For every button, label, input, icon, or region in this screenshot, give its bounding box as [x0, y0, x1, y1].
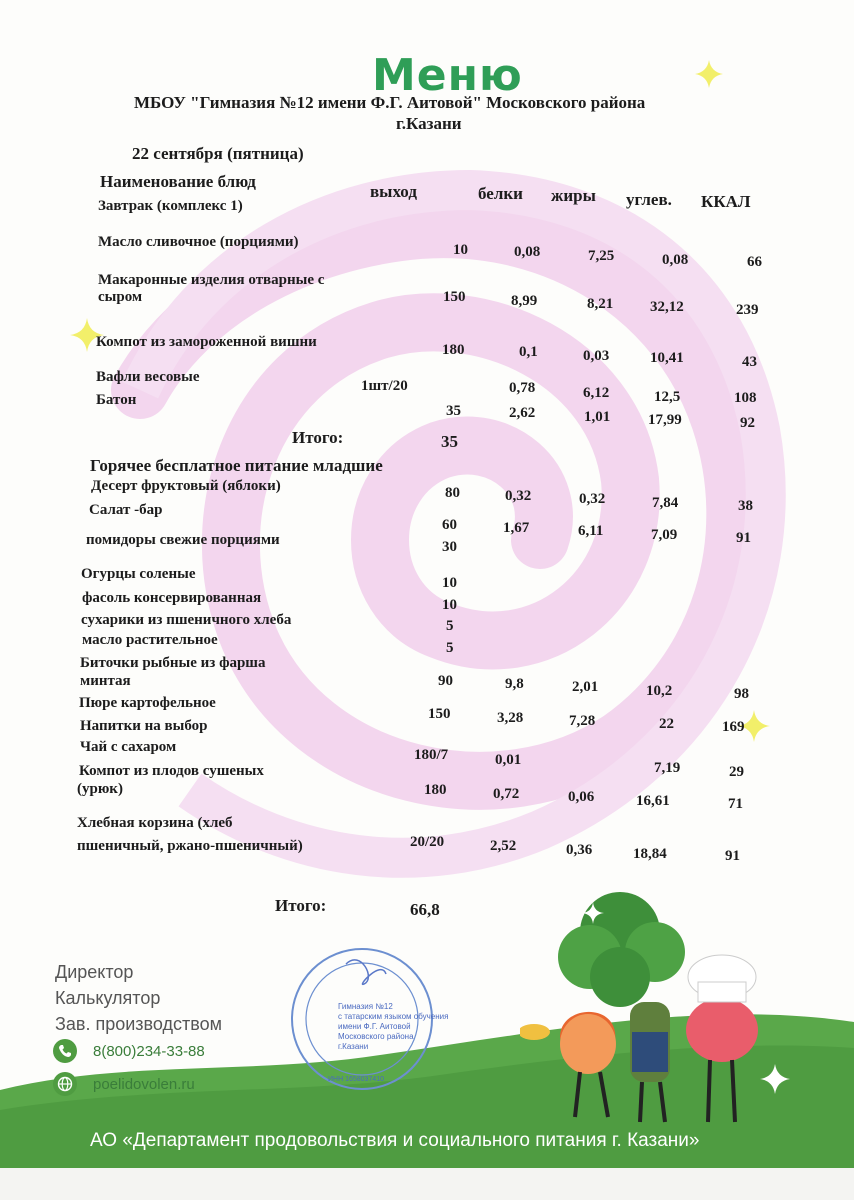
- dish-fats: 7,25: [588, 248, 615, 264]
- dish-name: сухарики из пшеничного хлеба: [81, 612, 292, 628]
- dish-proteins: 2,62: [509, 405, 536, 421]
- dish-output: 180: [442, 342, 465, 358]
- dish-kcal: 91: [725, 848, 740, 864]
- dish-name: Макаронные изделия отварные с: [98, 272, 325, 288]
- dish-kcal: 169: [722, 719, 745, 735]
- dish-carbs: 12,5: [654, 389, 681, 405]
- column-output: выход: [370, 182, 417, 201]
- dish-fats: 1,01: [584, 409, 611, 425]
- dish-carbs: 7,19: [654, 760, 681, 776]
- dish-name: Биточки рыбные из фарша: [80, 655, 266, 671]
- phone-contact[interactable]: [53, 1039, 205, 1063]
- lunch-total-label: Итого:: [275, 896, 327, 915]
- dish-kcal: 29: [729, 764, 744, 780]
- dish-name: Пюре картофельное: [79, 695, 216, 711]
- dish-output: 30: [442, 539, 457, 555]
- column-fats: жиры: [551, 186, 596, 205]
- role-director: Директор: [55, 962, 134, 982]
- dish-name: помидоры свежие порциями: [86, 532, 280, 548]
- dish-output: 60: [442, 517, 457, 533]
- stamp-line: имени Ф.Г. Аитовой: [338, 1022, 411, 1031]
- column-carbs: углев.: [626, 190, 672, 209]
- stamp-inn: ИНН 1658037410: [328, 1076, 385, 1083]
- dish-output: 5: [446, 618, 454, 634]
- dish-fats: 0,36: [566, 842, 593, 858]
- dish-proteins: 0,01: [495, 752, 522, 768]
- dish-kcal: 91: [736, 530, 751, 546]
- website-url: poelidovolen.ru: [93, 1075, 195, 1093]
- breakfast-total-value: 35: [441, 432, 458, 451]
- dish-output: 35: [446, 403, 461, 419]
- dish-carbs: 18,84: [633, 846, 667, 862]
- dish-output: 150: [443, 289, 466, 305]
- dish-proteins: 0,78: [509, 380, 536, 396]
- stamp-line: Московского района: [338, 1032, 414, 1041]
- dish-kcal: 239: [736, 302, 759, 318]
- dish-proteins: 0,32: [505, 488, 532, 504]
- breakfast-title: Завтрак (комплекс 1): [98, 198, 243, 214]
- dish-output: 10: [453, 242, 468, 258]
- dish-output: 90: [438, 673, 453, 689]
- dish-output: 10: [442, 575, 457, 591]
- dish-carbs: 7,09: [651, 527, 678, 543]
- dish-fats: 0,06: [568, 789, 595, 805]
- dish-name: Масло сливочное (порциями): [98, 234, 299, 250]
- dish-kcal: 98: [734, 686, 749, 702]
- dish-output: 10: [442, 597, 457, 613]
- menu-date: 22 сентября (пятница): [132, 144, 304, 163]
- dish-name: Напитки на выбор: [80, 718, 208, 734]
- dish-proteins: 2,52: [490, 838, 517, 854]
- dish-name: Десерт фруктовый (яблоки): [91, 478, 281, 494]
- website-link[interactable]: [53, 1072, 195, 1096]
- dish-carbs: 10,2: [646, 683, 673, 699]
- dish-fats: 6,11: [578, 523, 604, 539]
- dish-name: Салат -бар: [89, 502, 163, 518]
- dish-fats: 7,28: [569, 713, 596, 729]
- lunch-title: Горячее бесплатное питание младшие: [90, 456, 383, 475]
- dish-proteins: 8,99: [511, 293, 538, 309]
- dish-name: Компот из замороженной вишни: [96, 334, 317, 350]
- dish-carbs: 7,84: [652, 495, 679, 511]
- dish-fats: 6,12: [583, 385, 610, 401]
- lunch-total-value: 66,8: [410, 900, 440, 919]
- dish-kcal: 71: [728, 796, 743, 812]
- dish-proteins: 1,67: [503, 520, 530, 536]
- dish-output: 180: [424, 782, 447, 798]
- dish-name: Огурцы соленые: [81, 566, 196, 582]
- stamp-line: г.Казани: [338, 1042, 369, 1051]
- dish-fats: 0,03: [583, 348, 610, 364]
- dish-name-cont: сыром: [98, 289, 143, 305]
- phone-number: 8(800)234-33-88: [93, 1042, 205, 1060]
- column-proteins: белки: [478, 184, 523, 203]
- dish-proteins: 9,8: [505, 676, 524, 692]
- dish-fats: 0,32: [579, 491, 606, 507]
- dish-fats: 2,01: [572, 679, 599, 695]
- dish-kcal: 43: [742, 354, 757, 370]
- dish-output: 20/20: [410, 834, 445, 850]
- role-calculator: Калькулятор: [55, 988, 161, 1008]
- dish-name-cont: минтая: [80, 673, 131, 689]
- dish-carbs: 16,61: [636, 793, 670, 809]
- menu-logo: Меню: [372, 50, 523, 101]
- dish-name: Компот из плодов сушеных: [79, 763, 264, 779]
- dish-proteins: 0,08: [514, 244, 541, 260]
- dish-name: фасоль консервированная: [82, 590, 262, 606]
- dish-name-cont: (урюк): [77, 781, 123, 797]
- dish-output: 180/7: [414, 747, 449, 763]
- column-name: Наименование блюд: [100, 172, 256, 191]
- star-icon: [695, 60, 723, 88]
- dish-carbs: 10,41: [650, 350, 684, 366]
- dish-name: Вафли весовые: [96, 369, 200, 385]
- sparkle-icon: [760, 1064, 790, 1094]
- phone-icon: [53, 1039, 77, 1063]
- role-production-head: Зав. производством: [55, 1014, 222, 1034]
- stamp-text: [338, 1002, 448, 1052]
- dish-carbs: 32,12: [650, 299, 684, 315]
- globe-icon: [53, 1072, 77, 1096]
- vegetable-mascots-illustration: [520, 882, 800, 1132]
- dish-kcal: 108: [734, 390, 757, 406]
- dish-name: Хлебная корзина (хлеб: [77, 815, 233, 831]
- column-kcal: ККАЛ: [701, 192, 751, 211]
- dish-output: 80: [445, 485, 460, 501]
- dish-output: 150: [428, 706, 451, 722]
- sparkle-icon: [582, 902, 604, 924]
- dish-proteins: 0,72: [493, 786, 520, 802]
- dish-kcal: 92: [740, 415, 755, 431]
- dish-name: Чай с сахаром: [80, 739, 177, 755]
- stamp-line: Гимназия №12: [338, 1002, 393, 1011]
- dish-proteins: 3,28: [497, 710, 524, 726]
- dish-proteins: 0,1: [519, 344, 538, 360]
- dish-kcal: 38: [738, 498, 753, 514]
- dish-carbs: 22: [659, 716, 674, 732]
- breakfast-total-label: Итого:: [292, 428, 344, 447]
- dish-kcal: 66: [747, 254, 762, 270]
- stamp-line: с татарским языком обучения: [338, 1012, 449, 1021]
- dish-output: 5: [446, 640, 454, 656]
- dish-output: 1шт/20: [361, 378, 408, 394]
- dish-name-cont: пшеничный, ржано-пшеничный): [77, 838, 303, 854]
- school-name: МБОУ "Гимназия №12 имени Ф.Г. Аитовой" Московского района: [134, 93, 646, 112]
- dish-carbs: 17,99: [648, 412, 682, 428]
- organization-name: АО «Департамент продовольствия и социального питания г. Казани»: [90, 1130, 700, 1151]
- dish-carbs: 0,08: [662, 252, 689, 268]
- dish-name: масло растительное: [82, 632, 218, 648]
- school-city: г.Казани: [396, 114, 462, 133]
- dish-name: Батон: [96, 392, 137, 408]
- dish-fats: 8,21: [587, 296, 614, 312]
